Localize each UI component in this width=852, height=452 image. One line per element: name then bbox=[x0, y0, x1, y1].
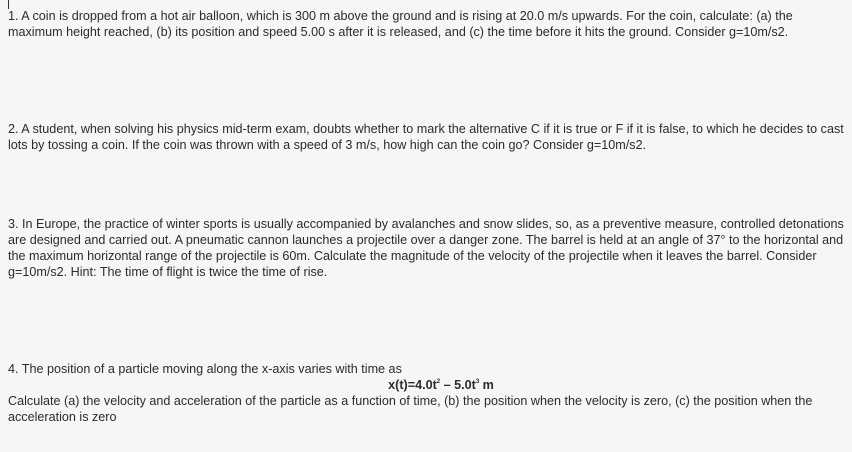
problem-4-intro: 4. The position of a particle moving along the x-axis varies with time as bbox=[8, 362, 402, 376]
formula-unit: m bbox=[479, 378, 494, 392]
formula-exponent-1: 2 bbox=[436, 379, 441, 385]
formula-middle: – 5.0t bbox=[440, 378, 476, 392]
problem-3 bbox=[8, 216, 844, 280]
problem-4 bbox=[8, 361, 844, 425]
position-formula bbox=[8, 377, 844, 393]
formula-lhs: x(t)=4.0t bbox=[388, 378, 437, 392]
problem-3-text: 3. In Europe, the practice of winter sports is usually accompanied by avalanches and snow slides, so, as a preventive measure, controlled detonations are designed and carried out. A pneumatic cannon launches a projectile over a danger zone. The barrel is held at an angle of 37° to the horizontal and the maximum horizontal range of the projectile is 60m. Calculate the magnitude of the velocity of the projectile when it leaves the barrel. Consider g=10m/s2. Hint: The time of flight is twice the time of rise. bbox=[8, 217, 844, 279]
problem-2-text: 2. A student, when solving his physics mid-term exam, doubts whether to mark the alternative C if it is true or F if it is false, to which he decides to cast lots by tossing a coin. If the coin was thrown with a speed of 3 m/s, how high can the coin go? Consider g=10m/s2. bbox=[8, 122, 844, 152]
formula-exponent-2: 3 bbox=[475, 379, 480, 385]
problem-4-question: Calculate (a) the velocity and acceleration of the particle as a function of time, (b) the position when the velocity is zero, (c) the position when the acceleration is zero bbox=[8, 394, 813, 424]
problem-2 bbox=[8, 121, 844, 153]
problem-1 bbox=[8, 8, 844, 40]
problem-1-text: 1. A coin is dropped from a hot air balloon, which is 300 m above the ground and is rising at 20.0 m/s upwards. For the coin, calculate: (a) the maximum height reached, (b) its position and speed 5.00 s after it is released, and (c) the time before it hits the ground. Consider g=10m/s2. bbox=[8, 9, 793, 39]
